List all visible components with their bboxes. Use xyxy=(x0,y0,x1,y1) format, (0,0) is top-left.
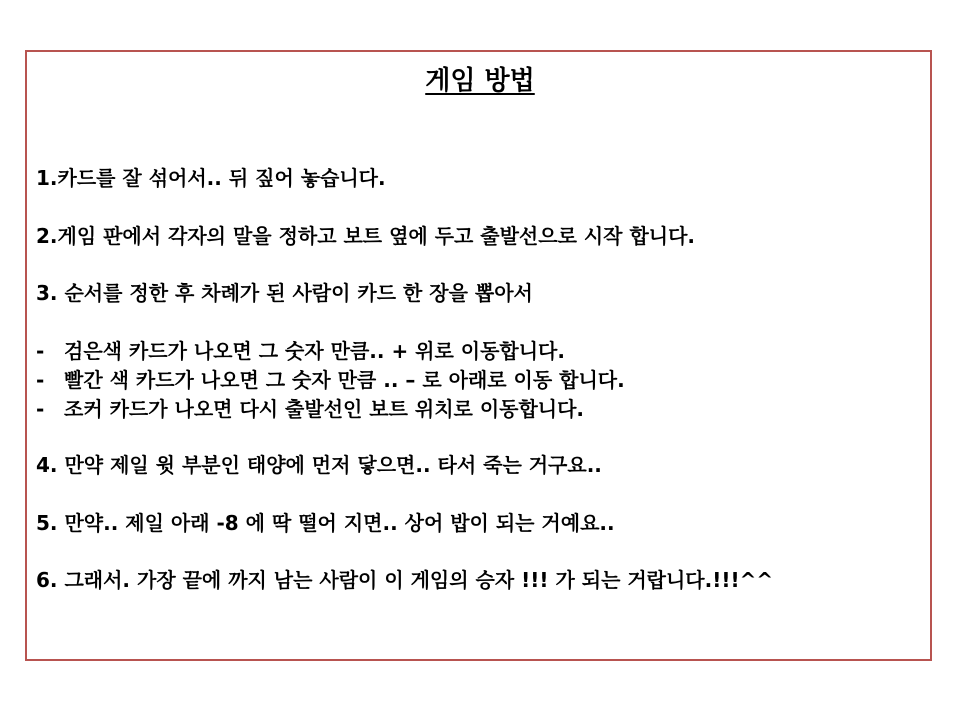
page-title: 게임 방법 xyxy=(425,66,535,96)
bullet-joker-card xyxy=(36,397,584,421)
bullet-red-card xyxy=(36,368,625,392)
step-1: 1.카드를 잘 섞어서.. 뒤 짚어 놓습니다. xyxy=(36,166,386,190)
step-3: 3. 순서를 정한 후 차례가 된 사람이 카드 한 장을 뽑아서 xyxy=(36,281,533,305)
step-2: 2.게임 판에서 각자의 말을 정하고 보트 옆에 두고 출발선으로 시작 합니다. xyxy=(36,224,696,248)
bullet-text: 검은색 카드가 나오면 그 숫자 만큼.. + 위로 이동합니다. xyxy=(64,339,565,363)
bullet-text: 빨간 색 카드가 나오면 그 숫자 만큼 .. – 로 아래로 이동 합니다. xyxy=(64,368,625,392)
bullet-marker: - xyxy=(36,339,45,363)
bullet-black-card xyxy=(36,339,565,363)
step-5: 5. 만약.. 제일 아래 -8 에 딱 떨어 지면.. 상어 밥이 되는 거예요.. xyxy=(36,511,615,535)
bullet-marker: - xyxy=(36,368,45,392)
step-6: 6. 그래서. 가장 끝에 까지 남는 사람이 이 게임의 승자 !!! 가 되는 거랍니다.!!!^^ xyxy=(36,568,774,592)
bullet-marker: - xyxy=(36,397,45,421)
step-4: 4. 만약 제일 윗 부분인 태양에 먼저 닿으면.. 타서 죽는 거구요.. xyxy=(36,453,602,477)
bullet-text: 조커 카드가 나오면 다시 출발선인 보트 위치로 이동합니다. xyxy=(64,397,585,421)
